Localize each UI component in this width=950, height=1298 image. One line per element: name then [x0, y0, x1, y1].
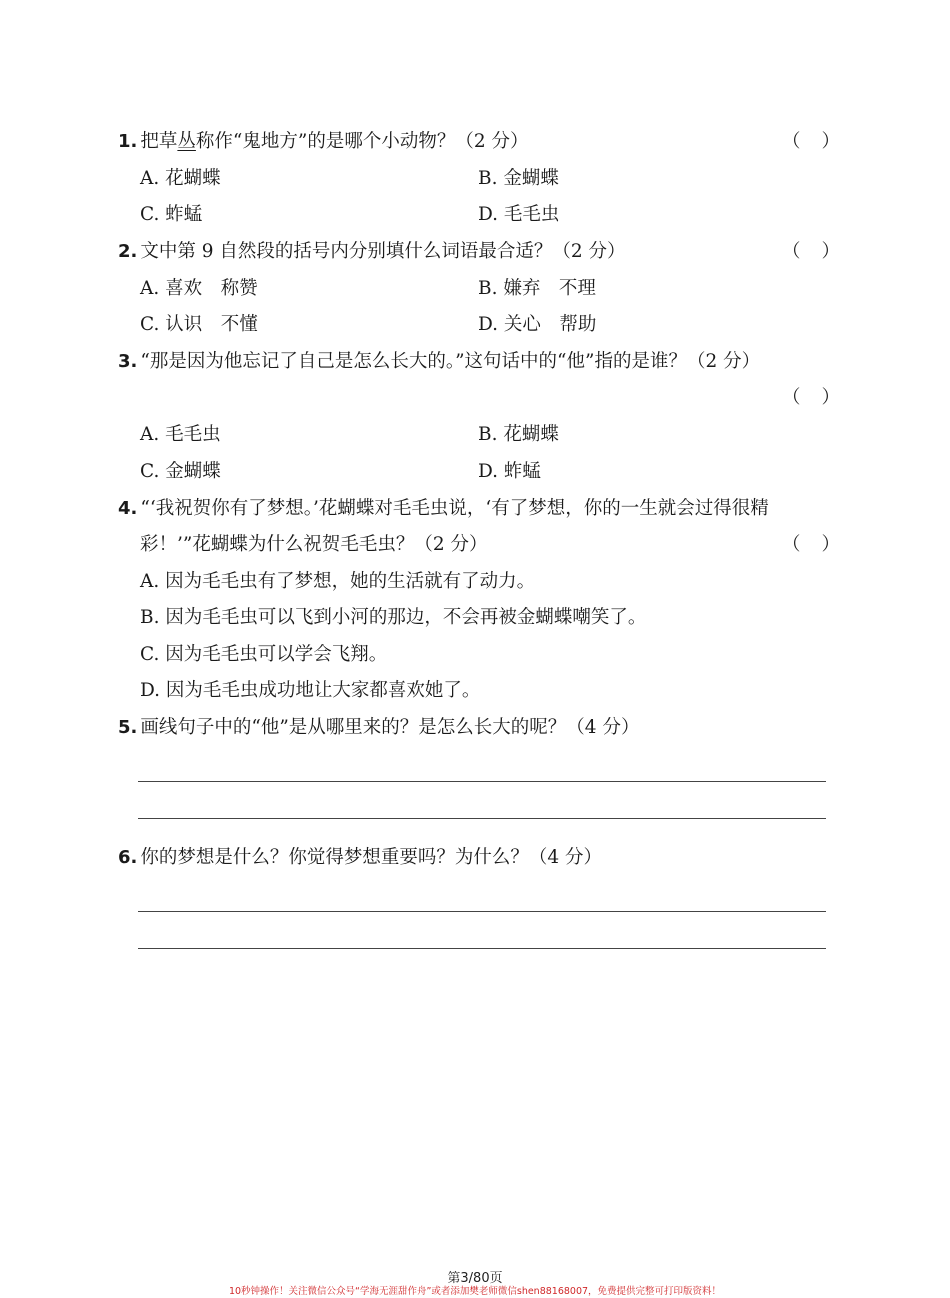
option-c: C. 蚱蜢	[140, 204, 203, 225]
underlined-char: 丛	[177, 131, 196, 152]
option-b: B. 因为毛毛虫可以飞到小河的那边，不会再被金蝴蝶嘲笑了。	[140, 607, 647, 628]
answer-line[interactable]	[138, 781, 826, 782]
question-1: 1. 把草丛称作“鬼地方”的是哪个小动物？（2 分）	[118, 131, 529, 152]
option-d: D. 关心 帮助	[478, 314, 597, 335]
option-d: D. 蚱蜢	[478, 461, 541, 482]
answer-blank[interactable]: （ ）	[782, 387, 840, 408]
option-c: C. 金蝴蝶	[140, 461, 221, 482]
answer-blank[interactable]: （ ）	[782, 241, 840, 262]
question-4: 4. “‘我祝贺你有了梦想。’花蝴蝶对毛毛虫说，‘有了梦想，你的一生就会过得很精	[118, 498, 769, 519]
answer-line[interactable]	[138, 948, 826, 949]
option-b: B. 嫌弃 不理	[478, 278, 596, 299]
question-6: 6. 你的梦想是什么？你觉得梦想重要吗？为什么？（4 分）	[118, 847, 603, 868]
question-number: 1.	[118, 131, 138, 152]
question-5: 5. 画线句子中的“他”是从哪里来的？是怎么长大的呢？（4 分）	[118, 717, 640, 738]
option-d: D. 因为毛毛虫成功地让大家都喜欢她了。	[140, 680, 481, 701]
option-a: A. 花蝴蝶	[140, 168, 221, 189]
option-b: B. 花蝴蝶	[478, 424, 559, 445]
page-number: 第3/80页	[447, 1271, 503, 1286]
option-a: A. 毛毛虫	[140, 424, 221, 445]
option-d: D. 毛毛虫	[478, 204, 560, 225]
question-number: 6.	[118, 847, 138, 868]
question-number: 5.	[118, 717, 138, 738]
option-c: C. 因为毛毛虫可以学会飞翔。	[140, 644, 388, 665]
question-3: 3. “那是因为他忘记了自己是怎么长大的。”这句话中的“他”指的是谁？（2 分）	[118, 351, 761, 372]
option-c: C. 认识 不懂	[140, 314, 258, 335]
option-a: A. 喜欢 称赞	[140, 278, 258, 299]
answer-blank[interactable]: （ ）	[782, 534, 840, 555]
promo-note: 10秒钟操作！关注微信公众号“学海无涯甜作舟”或者添加樊老师微信shen88168007，免费提供完整可打印版资料！	[228, 1286, 722, 1297]
answer-blank[interactable]: （ ）	[782, 131, 840, 152]
answer-line[interactable]	[138, 818, 826, 819]
question-number: 2.	[118, 241, 138, 262]
option-b: B. 金蝴蝶	[478, 168, 559, 189]
answer-line[interactable]	[138, 911, 826, 912]
question-number: 3.	[118, 351, 138, 372]
question-4-continued: 彩！’”花蝴蝶为什么祝贺毛毛虫？（2 分）	[140, 534, 488, 555]
question-2: 2. 文中第 9 自然段的括号内分别填什么词语最合适？（2 分）	[118, 241, 626, 262]
option-a: A. 因为毛毛虫有了梦想，她的生活就有了动力。	[140, 571, 536, 592]
question-number: 4.	[118, 498, 138, 519]
